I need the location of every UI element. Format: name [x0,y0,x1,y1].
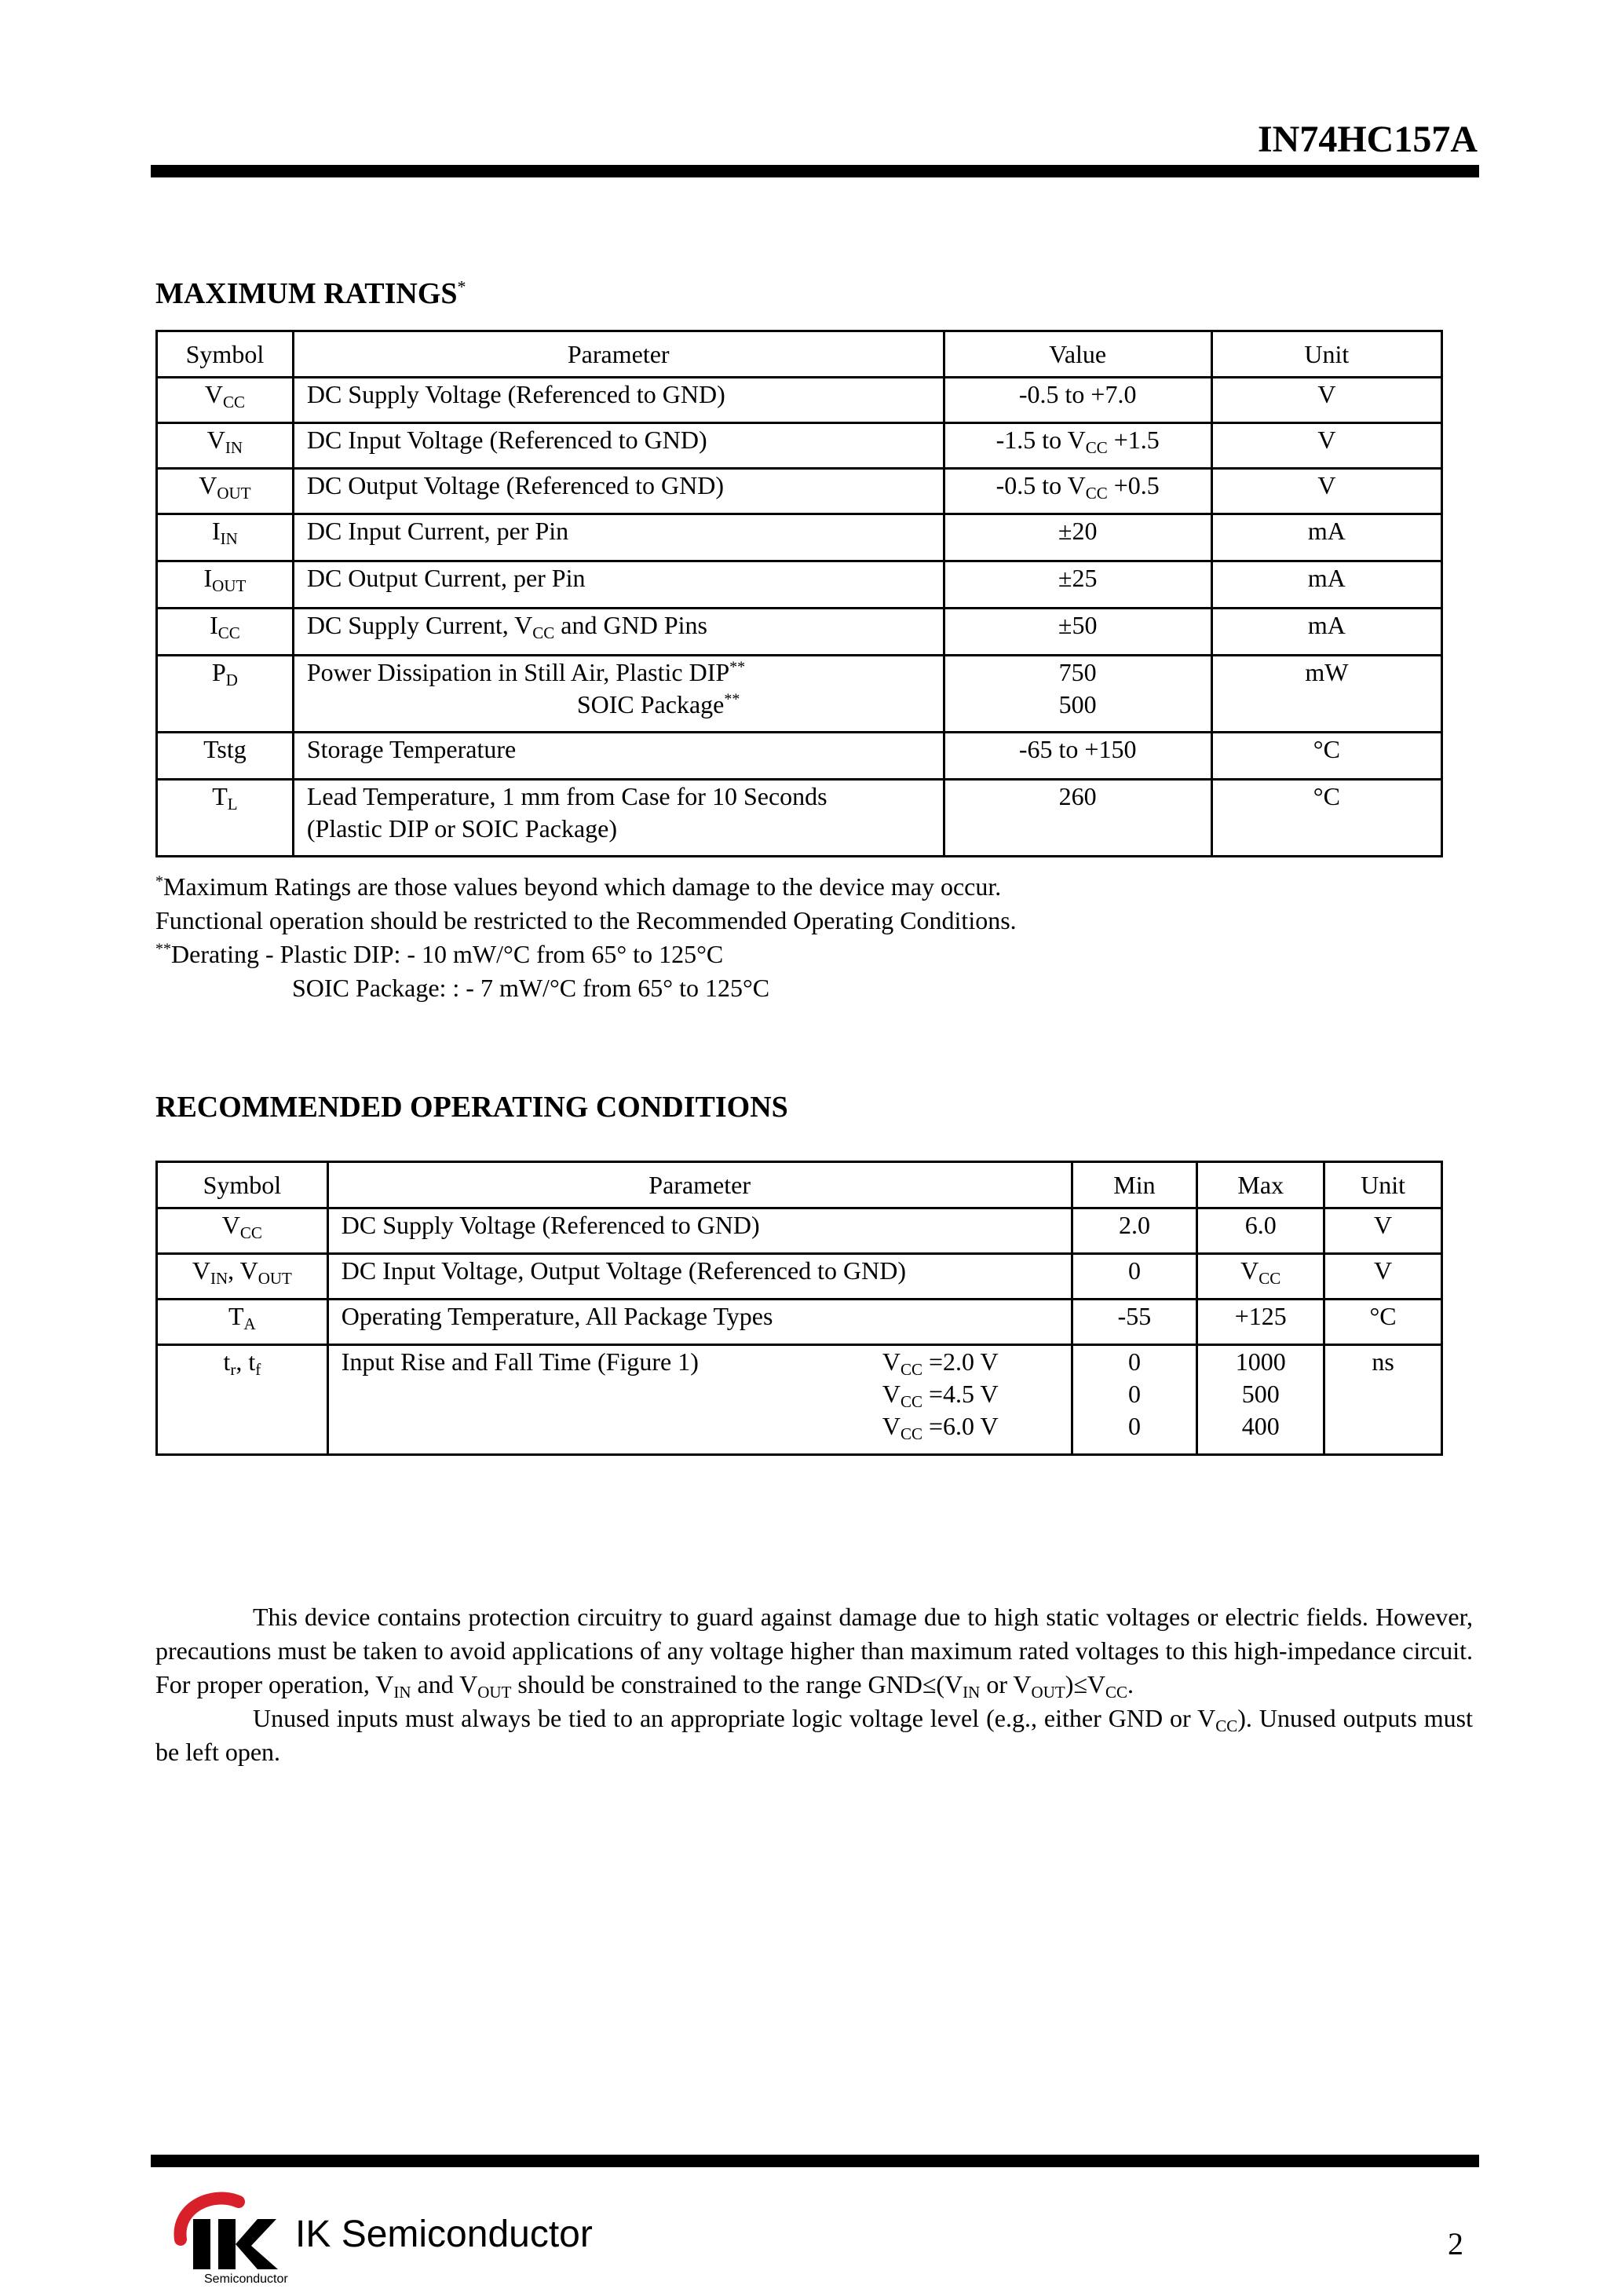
table-row: $V_{IN}$ DC Input Voltage (Referenced to GND) -1.5 to $V_{CC} +1.5$ V [157,423,1442,469]
table-row: $V_{OUT}$ DC Output Voltage (Referenced to GND) -0.5 to $V_{CC} +0.5$ V [157,469,1442,514]
table-row: $I_{CC}$ DC Supply Current, $V_{CC}$ and GND Pins ±50 mA [157,609,1442,656]
company-logo [166,2191,593,2285]
table-row: $T_A$ Operating Temperature, All Package Types -55 +125 °C [157,1300,1442,1345]
note-line: *Maximum Ratings are those values beyond which damage to the device may occur. [155,872,1002,901]
table-row: $I_{IN}$ DC Input Current, per Pin ±20 mA [157,514,1442,561]
table-row: $P_D$ Power Dissipation in Still Air, Plastic DIP** SOIC Package** 750 500 mW [157,656,1442,733]
esd-note-paragraph [155,1600,1473,1769]
table-row: $I_{OUT}$ DC Output Current, per Pin ±25 mA [157,561,1442,609]
paragraph-1: This device contains protection circuitry to guard against damage due to high static voltages or electric fields. However, precautions must be taken to avoid applications of any voltage higher than maximum rated voltages to this high-impedance circuit. For proper operation, $V_{IN}$ and $V_{OUT}$ should be constrained to the range $GND\le(V_{IN}$ or $V_{OUT})\le V_{CC}$. [155,1603,1473,1702]
maximum-ratings-notes [155,870,1017,1005]
paragraph-2: Unused inputs must always be tied to an appropriate logic voltage level (e.g., either GND or $V_{CC}$). Unused outputs must be left open. [155,1704,1474,1766]
table-row: $V_{IN}$, $V_{OUT}$ DC Input Voltage, Output Voltage (Referenced to GND) 0 $V_{CC}$ V [157,1254,1442,1300]
header-rule [151,165,1479,177]
company-name: IK Semiconductor [295,2213,593,2255]
section-title-recommended-conditions: RECOMMENDED OPERATING CONDITIONS [155,1091,788,1124]
footer-rule [151,2155,1479,2167]
maximum-ratings-table [155,330,1443,857]
table-row: Tstg Storage Temperature -65 to +150 °C [157,733,1442,780]
table-header-row: Symbol Parameter Value Unit [157,331,1442,378]
logo-small-text: Semiconductor [204,2272,288,2286]
page-number: 2 [1448,2226,1463,2261]
table-row: $t_r$, $t_f$ Input Rise and Fall Time (Figure 1) $V_{CC} =2.0$ V $V_{CC} =4.5$ V $V_{CC} =6.0$ V 0 0 0 1000 500 400 ns [157,1345,1442,1455]
table-row: $V_{CC}$ DC Supply Voltage (Referenced to GND) 2.0 6.0 V [157,1208,1442,1254]
note-line: **Derating - Plastic DIP: - 10 mW/°C from 65° to 125°C [155,940,724,968]
table-row: $V_{CC}$ DC Supply Voltage (Referenced to GND) -0.5 to +7.0 V [157,378,1442,423]
page-title: IN74HC157A [1257,119,1478,160]
recommended-conditions-table [155,1161,1443,1456]
ik-logo-icon [166,2191,288,2286]
note-line: Functional operation should be restricted to the Recommended Operating Conditions. [155,906,1017,934]
note-line: SOIC Package: : - 7 mW/°C from 65° to 125°C [292,974,770,1002]
table-row: $T_L$ Lead Temperature, 1 mm from Case for 10 Seconds (Plastic DIP or SOIC Package) 260 °C [157,780,1442,857]
table-header-row: Symbol Parameter Min Max Unit [157,1162,1442,1208]
section-title-maximum-ratings: MAXIMUM RATINGS* [155,276,466,310]
